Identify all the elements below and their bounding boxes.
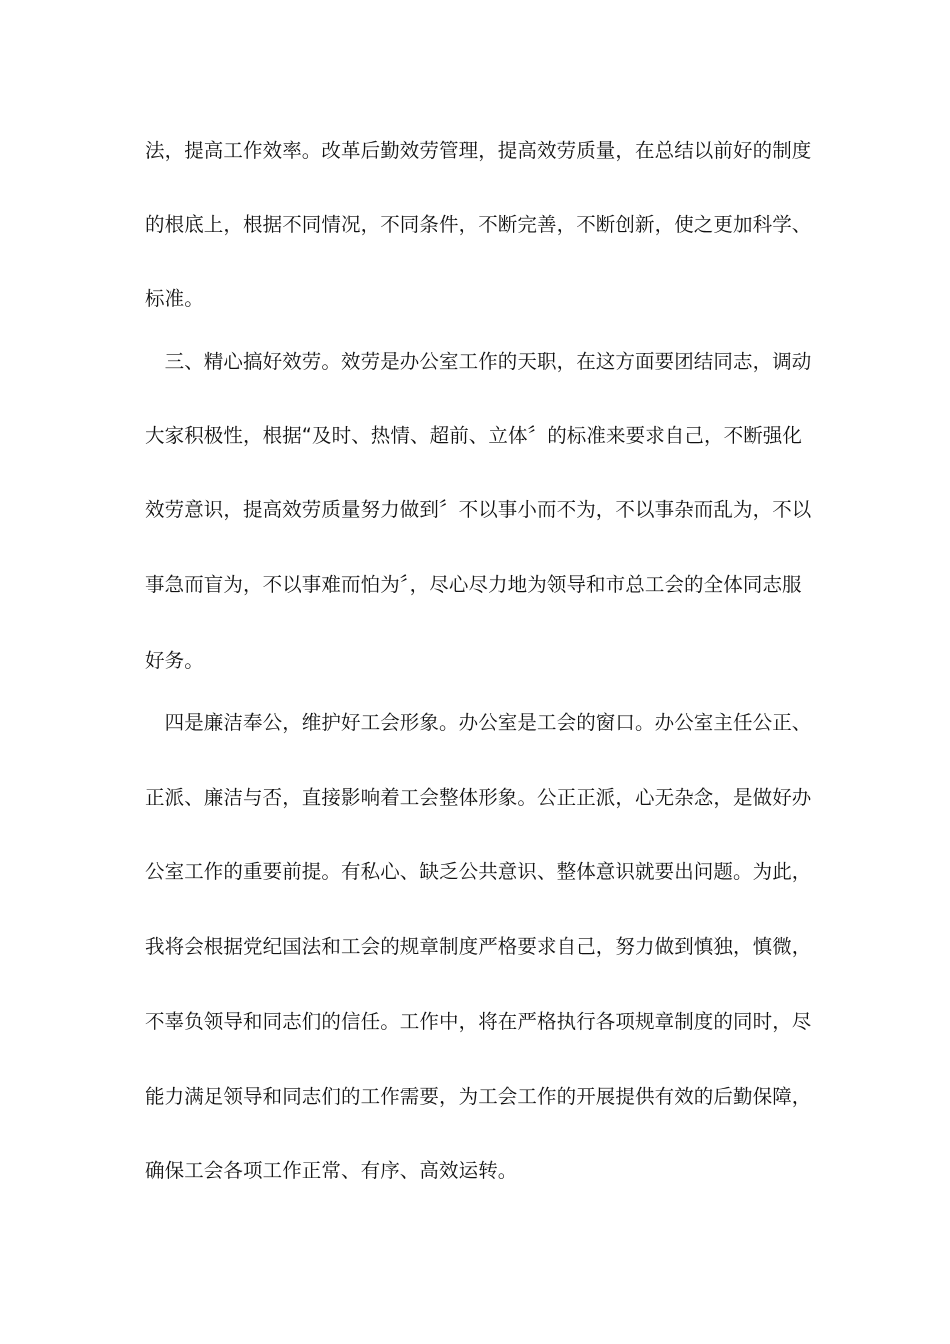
text-line: 确保工会各项工作正常、有序、高效运转。 <box>145 1159 518 1182</box>
text-line: 事急而盲为，不以事难而怕为〞，尽心尽力地为领导和市总工会的全体同志服 <box>145 573 802 596</box>
text-line: 我将会根据党纪国法和工会的规章制度严格要求自己，努力做到慎独，慎微， <box>145 935 812 958</box>
text-line: 三、精心搞好效劳。效劳是办公室工作的天职，在这方面要团结同志，调动 <box>145 350 812 373</box>
text-line: 能力满足领导和同志们的工作需要，为工会工作的开展提供有效的后勤保障， <box>145 1085 812 1108</box>
text-line: 四是廉洁奉公，维护好工会形象。办公室是工会的窗口。办公室主任公正、 <box>145 711 812 734</box>
text-line: 大家积极性，根据“及时、热情、超前、立体〞的标准来要求自己，不断强化 <box>145 424 803 447</box>
text-line: 正派、廉洁与否，直接影响着工会整体形象。公正正派，心无杂念，是做好办 <box>145 786 812 809</box>
text-line: 法，提高工作效率。改革后勤效劳管理，提高效劳质量，在总结以前好的制度 <box>145 139 812 162</box>
text-line: 标准。 <box>145 287 204 310</box>
text-line: 不辜负领导和同志们的信任。工作中，将在严格执行各项规章制度的同时，尽 <box>145 1010 812 1033</box>
text-line: 效劳意识，提高效劳质量努力做到〞不以事小而不为，不以事杂而乱为，不以 <box>145 498 812 521</box>
text-line: 好务。 <box>145 649 204 672</box>
text-line: 的根底上，根据不同情况，不同条件，不断完善，不断创新，使之更加科学、 <box>145 213 812 236</box>
text-line: 公室工作的重要前提。有私心、缺乏公共意识、整体意识就要出问题。为此， <box>145 860 812 883</box>
